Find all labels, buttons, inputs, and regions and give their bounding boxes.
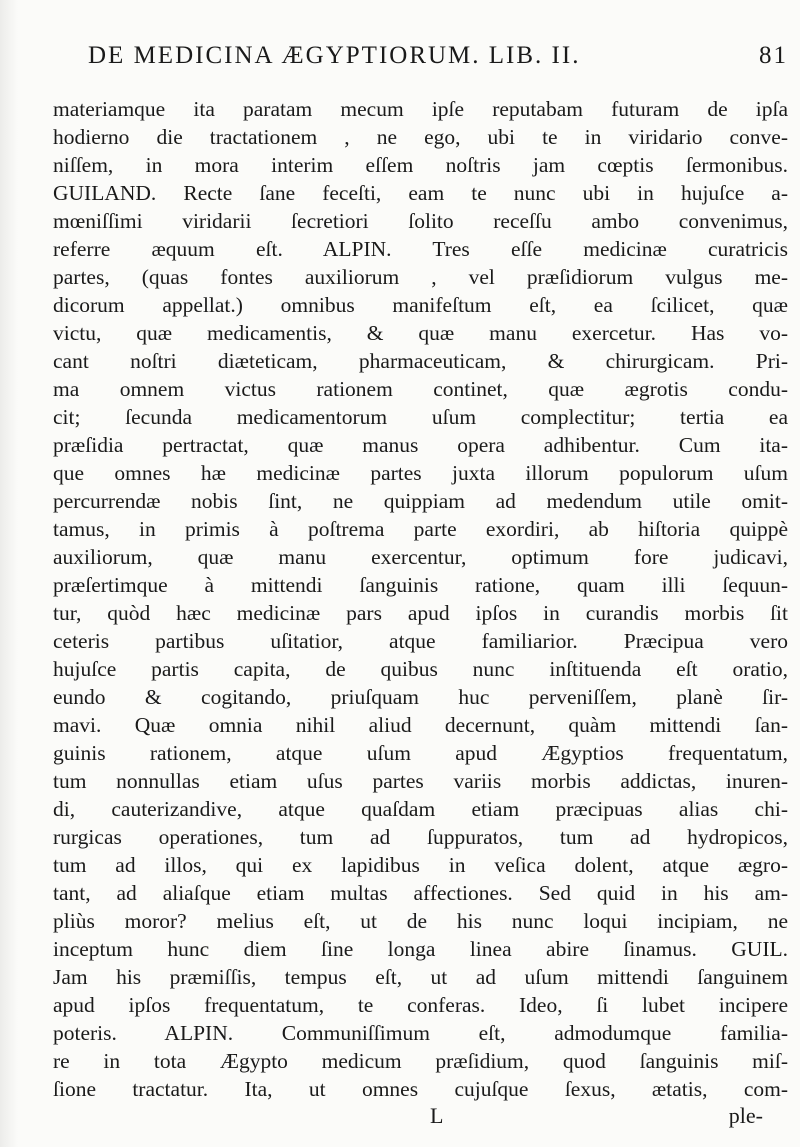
text-line: apud ipſos frequentatum, te conferas. Ideo, ſi lubet incipere [53,993,788,1017]
text-line: cit; ſecunda medicamentorum uſum complectitur; tertia ea [53,405,788,429]
text-line: materiamque ita paratam mecum ipſe reputabam futuram de ipſa [53,97,788,121]
text-line: tum nonnullas etiam uſus partes variis morbis addictas, inuren- [53,769,788,793]
text-line: percurrendæ nobis ſint, ne quippiam ad medendum utile omit- [53,489,788,513]
text-line: di, cauterizandive, atque quaſdam etiam præcipuas alias chi- [53,797,788,821]
running-title: DE MEDICINA ÆGYPTIORUM. LIB. II. [88,42,581,69]
text-line: re in tota Ægypto medicum præſidium, quod ſanguinis miſ- [53,1049,788,1073]
text-line: ſione tractatur. Ita, ut omnes cujuſque ſexus, ætatis, com- [53,1077,788,1101]
text-line: tum ad illos, qui ex lapidibus in veſica dolent, atque ægro- [53,853,788,877]
text-line: partes, (quas fontes auxiliorum , vel præſidiorum vulgus me- [53,265,788,289]
text-line: niſſem, in mora interim eſſem noſtris jam cœptis ſermonibus. [53,153,788,177]
text-line: que omnes hæ medicinæ partes juxta illorum populorum uſum [53,461,788,485]
text-line: ceteris partibus uſitatior, atque familiarior. Præcipua vero [53,629,788,653]
text-line: GUILAND. Recte ſane feceſti, eam te nunc ubi in hujuſce a- [53,181,788,205]
text-line: poteris. ALPIN. Communiſſimum eſt, admodumque familia- [53,1021,788,1045]
text-line: rurgicas operationes, tum ad ſuppuratos, tum ad hydropicos, [53,825,788,849]
body-text [53,95,788,1103]
catchword: ple- [728,1103,763,1128]
text-line: mavi. Quæ omnia nihil aliud decernunt, quàm mittendi ſan- [53,713,788,737]
page-number: 81 [759,42,788,69]
text-line: mœniſſimi viridarii ſecretiori ſolito receſſu ambo convenimus, [53,209,788,233]
text-line: tamus, in primis à poſtrema parte exordiri, ab hiſtoria quippè [53,517,788,541]
running-head [88,42,788,82]
text-line: hujuſce partis capita, de quibus nunc inſtituenda eſt oratio, [53,657,788,681]
text-line: præſertimque à mittendi ſanguinis ratione, quam illi ſequun- [53,573,788,597]
text-line: pliùs moror? melius eſt, ut de his nunc loqui incipiam, ne [53,909,788,933]
text-line: hodierno die tractationem , ne ego, ubi te in viridario conve- [53,125,788,149]
gutter-shadow [0,0,18,1147]
text-line: inceptum hunc diem ſine longa linea abire ſinamus. GUIL. [53,937,788,961]
text-line: guinis rationem, atque uſum apud Ægyptios frequentatum, [53,741,788,765]
text-line: tant, ad aliaſque etiam multas affectiones. Sed quid in his am- [53,881,788,905]
text-line: referre æquum eſt. ALPIN. Tres eſſe medicinæ curatricis [53,237,788,261]
text-line: dicorum appellat.) omnibus manifeſtum eſt, ea ſcilicet, quæ [53,293,788,317]
signature-mark: L [430,1103,444,1128]
page-footer [53,1103,763,1133]
text-line: tur, quòd hæc medicinæ pars apud ipſos in curandis morbis ſit [53,601,788,625]
text-line: Jam his præmiſſis, tempus eſt, ut ad uſum mittendi ſanguinem [53,965,788,989]
text-line: auxiliorum, quæ manu exercentur, optimum fore judicavi, [53,545,788,569]
text-line: cant noſtri diæteticam, pharmaceuticam, & chirurgicam. Pri- [53,349,788,373]
text-line: victu, quæ medicamentis, & quæ manu exercetur. Has vo- [53,321,788,345]
text-line: ma omnem victus rationem continet, quæ ægrotis condu- [53,377,788,401]
text-line: præſidia pertractat, quæ manus opera adhibentur. Cum ita- [53,433,788,457]
text-line: eundo & cogitando, priuſquam huc perveniſſem, planè ſir- [53,685,788,709]
